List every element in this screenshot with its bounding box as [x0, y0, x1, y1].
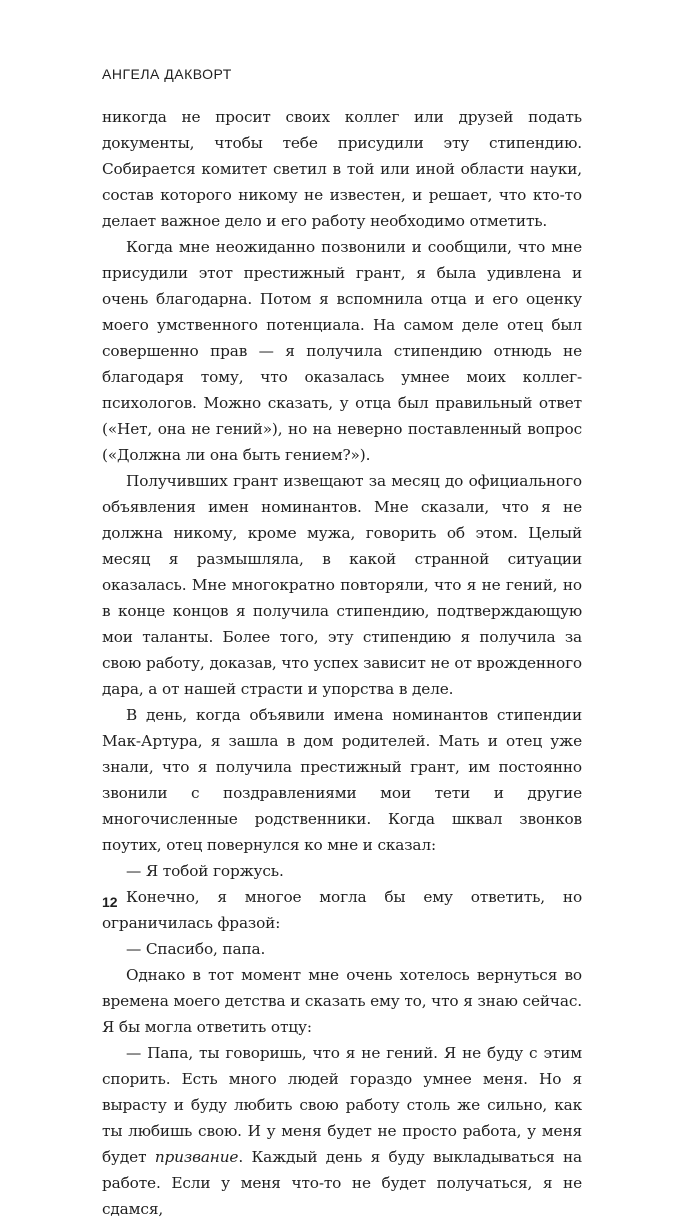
emphasis-word: призвание: [154, 1148, 239, 1166]
paragraph-2: Когда мне неожиданно позвонили и сообщили, что мне присудили этот престижный грант, я была удивлена и очень благодарна. Потом я вспомнила отца и его оценку моего умственного потенциала. На самом деле отец был совершенно прав — я получила стипендию отнюдь не благодаря тому, что оказалась умнее моих коллег-психологов. Можно сказать, у отца был правильный ответ («Нет, она не гений»), но на неверно поставленный вопрос («Должна ли она быть гением?»).: [102, 238, 582, 464]
paragraph-1: никогда не просит своих коллег или друзей подать документы, чтобы тебе присудили эту стипендию. Собирается комитет светил в той или иной области науки, состав которого никому не известен, и решает, что кто-то делает важное дело и его работу необходимо отметить.: [102, 108, 582, 230]
paragraph-7-text-start: — Папа, ты говоришь, что я не гений. Я не буду с этим спорить. Есть много людей гораздо умнее меня. Но я вырасту и буду любить свою работу столь же сильно, как ты любишь свою. И у меня будет не просто работа, у меня будет: [102, 1044, 582, 1166]
paragraph-5: Конечно, я многое могла бы ему ответить, но ограничилась фразой:: [102, 888, 582, 932]
page-number: 12: [102, 894, 118, 910]
paragraph-7-text-end: . Каждый день я буду выкладываться на работе. Если у меня что-то не будет получаться, я не сдамся,: [102, 1148, 583, 1218]
dialogue-line-1: — Я тобой горжусь.: [126, 862, 284, 880]
body-text: [102, 104, 582, 1222]
dialogue-line-2: — Спасибо, папа.: [126, 940, 266, 958]
paragraph-4: В день, когда объявили имена номинантов стипендии Мак-Артура, я зашла в дом родителей. Мать и отец уже знали, что я получила престижный грант, им постоянно звонили с поздравлениями мои тети и другие многочисленные родственники. Когда шквал звонков поутих, отец повернулся ко мне и сказал:: [102, 706, 582, 854]
paragraph-7: [102, 1040, 582, 1222]
paragraph-3: Получивших грант извещают за месяц до официального объявления имен номинантов. Мне сказали, что я не должна никому, кроме мужа, говорить об этом. Целый месяц я размышляла, в какой странной ситуации оказалась. Мне многократно повторяли, что я не гений, но в конце концов я получила стипендию, подтверждающую мои таланты. Более того, эту стипендию я получила за свою работу, доказав, что успех зависит не от врожденного дара, а от нашей страсти и упорства в деле.: [102, 472, 582, 698]
running-head-author: АНГЕЛА ДАКВОРТ: [102, 66, 232, 82]
paragraph-6: Однако в тот момент мне очень хотелось вернуться во времена моего детства и сказать ему то, что я знаю сейчас. Я бы могла ответить отцу:: [102, 966, 582, 1036]
